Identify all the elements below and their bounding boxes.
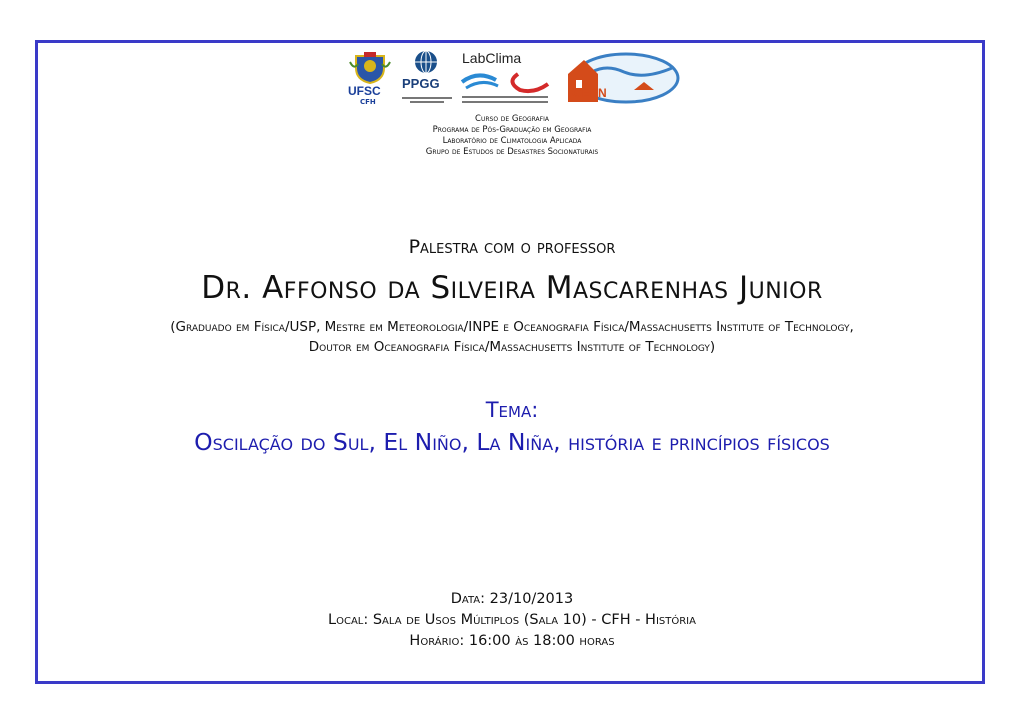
ppgg-logo xyxy=(400,50,456,110)
labclima-logo xyxy=(458,50,558,110)
cfh-label: CFH xyxy=(360,98,376,106)
lecture-intro: Palestra com o professor xyxy=(408,236,616,258)
logo-strip xyxy=(340,50,680,112)
ppgg-label: PPGG xyxy=(402,76,440,91)
institution-lab: Laboratório de Climatologia Aplicada xyxy=(442,136,582,146)
theme-label: Tema: xyxy=(485,398,539,422)
speaker-credentials xyxy=(0,317,1024,357)
ppgg-subtitle-lines-icon xyxy=(400,96,456,106)
event-time: Horário: 16:00 às 18:00 horas xyxy=(409,633,615,649)
credentials-line-1: (Graduado em Física/USP, Mestre em Meteorologia/INPE e Oceanografia Física/Massachusetts Institute of Technology, xyxy=(170,319,854,335)
ufsc-label: UFSC xyxy=(348,84,381,98)
credentials-line-2: Doutor em Oceanografia Física/Massachusetts Institute of Technology) xyxy=(308,339,716,355)
institution-program: Programa de Pós-Graduação em Geografia xyxy=(432,125,592,135)
labclima-label: LabClima xyxy=(462,50,522,66)
event-location: Local: Sala de Usos Múltiplos (Sala 10) - CFH - História xyxy=(328,612,696,628)
gedn-logo xyxy=(564,50,680,110)
institution-group: Grupo de Estudos de Desastres Socionaturais xyxy=(425,147,599,157)
ufsc-crest-icon xyxy=(348,50,392,84)
ppgg-globe-icon xyxy=(400,50,456,76)
event-details xyxy=(0,589,1024,652)
gedn-label: GEDN xyxy=(572,86,607,100)
theme-title: Oscilação do Sul, El Niño, La Niña, história e princípios físicos xyxy=(194,428,830,456)
ufsc-logo xyxy=(348,50,392,110)
labclima-waves-icon xyxy=(458,68,558,108)
institutions-block xyxy=(0,114,1024,158)
event-date: Data: 23/10/2013 xyxy=(450,591,574,607)
institution-course: Curso de Geografia xyxy=(475,114,549,124)
speaker-name: Dr. Affonso da Silveira Mascarenhas Junior xyxy=(201,270,823,306)
